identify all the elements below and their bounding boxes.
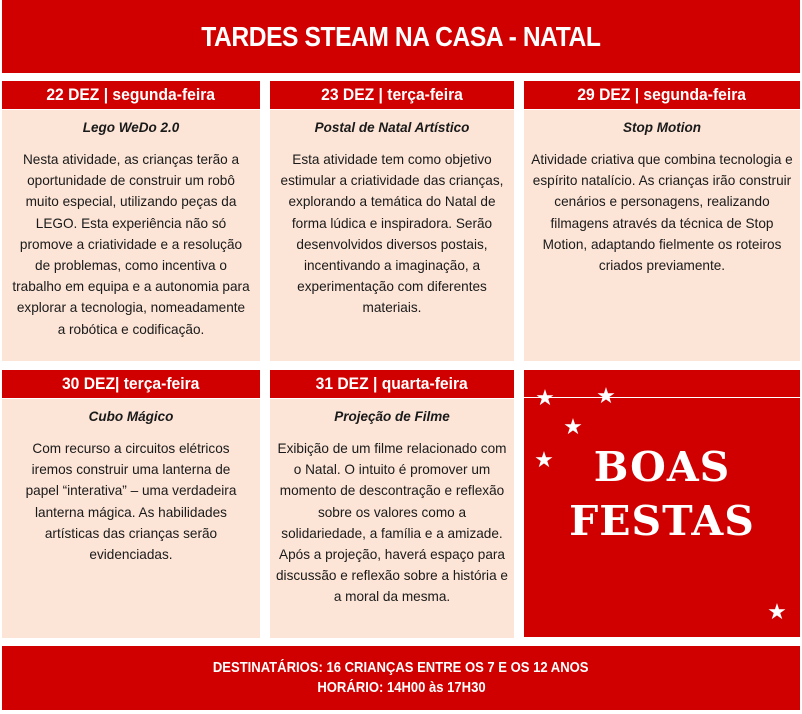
card-body xyxy=(270,110,514,361)
card-description: Esta atividade tem como objetivo estimular a criatividade das crianças, explorando a temática do Natal de forma lúdica e inspiradora. Serão desenvolvidos diversos postais, incentivando a imaginação, a experimentação com diferentes materiais. xyxy=(280,152,504,316)
card-body xyxy=(270,399,514,638)
audience-info: DESTINATÁRIOS: 16 CRIANÇAS ENTRE OS 7 E OS 12 ANOS xyxy=(213,660,589,676)
greeting-line-1: BOAS xyxy=(593,443,731,491)
card-title: Lego WeDo 2.0 xyxy=(82,120,180,135)
card-date-header xyxy=(270,370,514,399)
star-icon: ★ xyxy=(596,383,616,408)
greeting-line-2: FESTAS xyxy=(569,497,755,545)
card-description: Com recurso a circuitos elétricos iremos construir uma lanterna de papel “interativa” – uma verdadeira lanterna mágica. As habilidades artísticas das crianças serão evidenciadas. xyxy=(25,441,237,563)
card-date: 23 DEZ | terça-feira xyxy=(321,85,463,104)
star-icon: ★ xyxy=(534,447,554,472)
card-title: Cubo Mágico xyxy=(88,409,174,424)
card-date-header xyxy=(270,81,514,110)
activity-card-31-dez xyxy=(270,370,514,638)
activity-card-29-dez xyxy=(524,81,800,361)
activity-card-22-dez xyxy=(2,81,260,361)
card-body xyxy=(2,399,260,638)
schedule-info: HORÁRIO: 14H00 às 17H30 xyxy=(316,680,486,696)
boas-festas-panel xyxy=(524,370,800,637)
card-date-header xyxy=(2,370,260,399)
activity-card-30-dez xyxy=(2,370,260,638)
page-title: TARDES STEAM NA CASA - NATAL xyxy=(201,20,601,52)
card-description: Nesta atividade, as crianças terão a oportunidade de construir um robô muito especial, utilizando peças da LEGO. Esta experiência não só promove a criatividade e a resolução de problemas, como incentiva o trabalho em equipa e a autonomia para explorar a tecnologia, nomeadamente a robótica e codificação. xyxy=(12,152,250,337)
card-description: Atividade criativa que combina tecnologia e espírito natalício. As crianças irão construir cenários e personagens, realizando filmagens através da técnica de Stop Motion, adaptando fielmente os roteiros criados previamente. xyxy=(531,152,793,274)
card-date: 30 DEZ| terça-feira xyxy=(62,374,200,393)
activity-card-23-dez xyxy=(270,81,514,361)
divider-line xyxy=(524,397,800,398)
card-date-header xyxy=(524,81,800,110)
title-banner xyxy=(2,0,800,73)
card-date: 31 DEZ | quarta-feira xyxy=(315,374,469,393)
star-icon: ★ xyxy=(563,414,583,439)
card-title: Projeção de Filme xyxy=(334,409,450,424)
card-date: 22 DEZ | segunda-feira xyxy=(46,85,216,104)
card-title: Stop Motion xyxy=(623,120,701,135)
star-icon: ★ xyxy=(535,385,555,410)
card-body xyxy=(524,110,800,361)
star-icon: ★ xyxy=(767,599,787,624)
card-date-header xyxy=(2,81,260,110)
info-footer xyxy=(2,646,800,710)
card-date: 29 DEZ | segunda-feira xyxy=(577,85,747,104)
card-description: Exibição de um filme relacionado com o Natal. O intuito é promover um momento de descontração e reflexão sobre os valores como a solidariedade, a família e a amizade. Após a projeção, haverá espaço para discussão e reflexão sobre a história e a moral da mesma. xyxy=(276,441,508,605)
card-body xyxy=(2,110,260,361)
card-title: Postal de Natal Artístico xyxy=(314,120,470,135)
